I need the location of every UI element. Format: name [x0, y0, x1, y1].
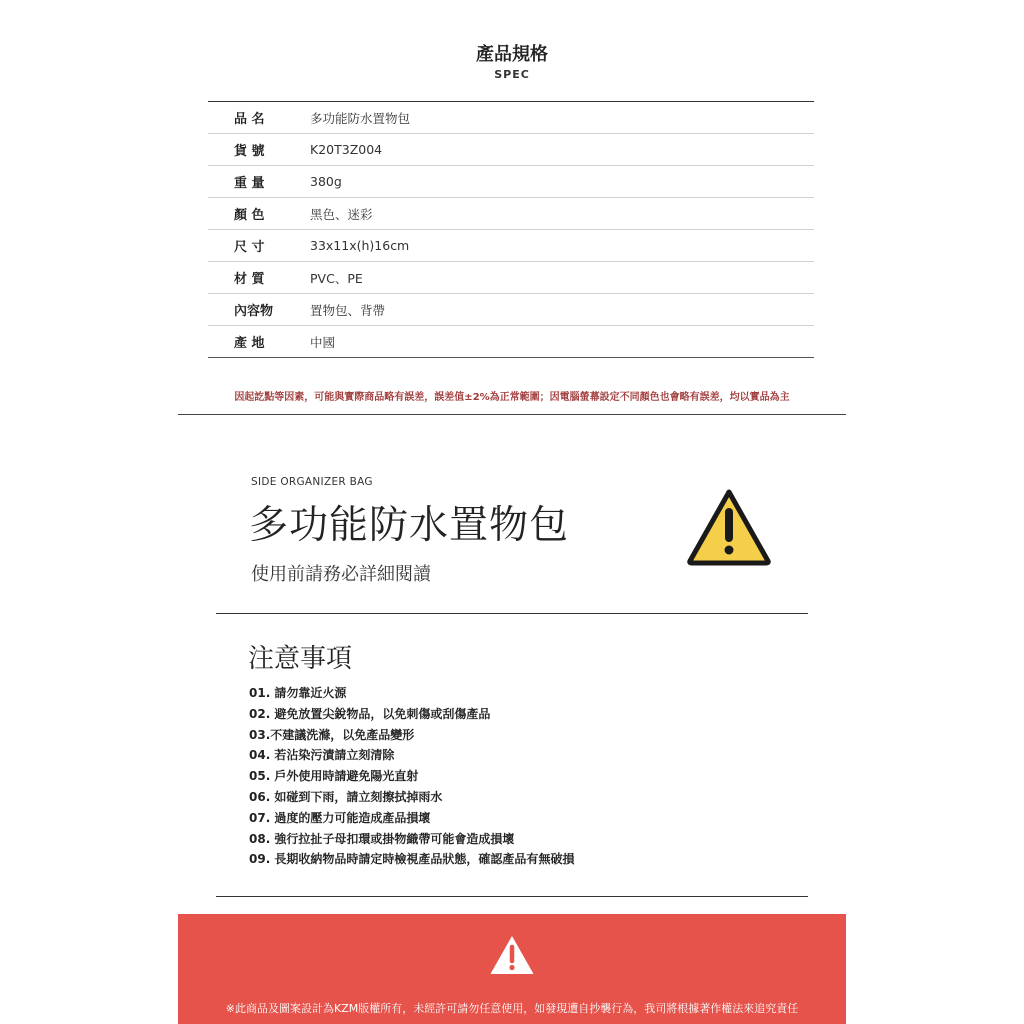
spec-label: 貨 號	[234, 144, 265, 159]
spec-label: 尺 寸	[234, 240, 265, 255]
caution-item: 08. 強行拉扯子母扣環或掛物織帶可能會造成損壞	[249, 831, 515, 846]
spec-value: 中國	[310, 334, 336, 350]
spec-value: K20T3Z004	[310, 142, 383, 157]
caution-item: 07. 過度的壓力可能造成產品損壞	[249, 810, 431, 825]
caution-title: 注意事項	[248, 644, 353, 674]
warning-triangle-icon	[489, 934, 535, 976]
warning-triangle-icon	[686, 488, 772, 566]
spec-label: 產 地	[234, 336, 265, 351]
spec-row-sku	[208, 134, 814, 166]
spec-label: 品 名	[234, 112, 265, 127]
spec-value: 黑色、迷彩	[310, 206, 373, 222]
spec-row-size	[208, 230, 814, 262]
spec-title: 產品規格	[476, 44, 548, 65]
section-divider	[216, 896, 808, 897]
caution-item: 05. 戶外使用時請避免陽光直射	[249, 769, 419, 784]
read-before-use-note: 使用前請務必詳細閱讀	[251, 564, 431, 585]
caution-item: 09. 長期收納物品時請定時檢視產品狀態，確認產品有無破損	[249, 852, 575, 867]
spec-disclaimer: 因起訖點等因素，可能與實際商品略有誤差，誤差值±2%為正常範圍；因電腦螢幕設定不同顏色也會略有誤差，均以實品為主	[234, 392, 790, 403]
copyright-footer	[178, 914, 846, 1024]
spec-label: 內容物	[234, 304, 274, 319]
spec-table	[208, 101, 814, 358]
spec-label: 顏 色	[234, 208, 265, 223]
spec-value: 380g	[310, 174, 342, 189]
copyright-text: ※此商品及圖案設計為KZM版權所有，未經許可請勿任意使用，如發現遭自抄襲行為，我司將根據著作權法來追究責任	[225, 1002, 799, 1015]
caution-item: 06. 如碰到下雨，請立刻擦拭掉雨水	[249, 789, 443, 804]
spec-subtitle: SPEC	[494, 68, 530, 81]
spec-label: 重 量	[234, 176, 265, 191]
spec-value: PVC、PE	[310, 270, 363, 286]
spec-row-weight	[208, 166, 814, 198]
spec-row-material	[208, 262, 814, 294]
section-divider	[216, 613, 808, 614]
spec-value: 多功能防水置物包	[310, 110, 411, 126]
spec-row-name	[208, 102, 814, 134]
section-divider	[178, 414, 846, 415]
spec-row-color	[208, 198, 814, 230]
spec-row-contents	[208, 294, 814, 326]
caution-item: 01. 請勿靠近火源	[249, 686, 347, 700]
spec-row-origin	[208, 326, 814, 358]
caution-list	[249, 683, 574, 870]
product-eyebrow: SIDE ORGANIZER BAG	[251, 476, 373, 488]
product-name: 多功能防水置物包	[249, 503, 570, 548]
caution-item: 04. 若沾染污漬請立刻清除	[249, 748, 395, 763]
caution-item: 03.不建議洗滌，以免產品變形	[249, 727, 415, 742]
spec-value: 置物包、背帶	[310, 302, 386, 318]
caution-item: 02. 避免放置尖銳物品，以免刺傷或刮傷產品	[249, 706, 491, 721]
spec-label: 材 質	[234, 272, 265, 287]
spec-value: 33x11x(h)16cm	[310, 238, 410, 253]
